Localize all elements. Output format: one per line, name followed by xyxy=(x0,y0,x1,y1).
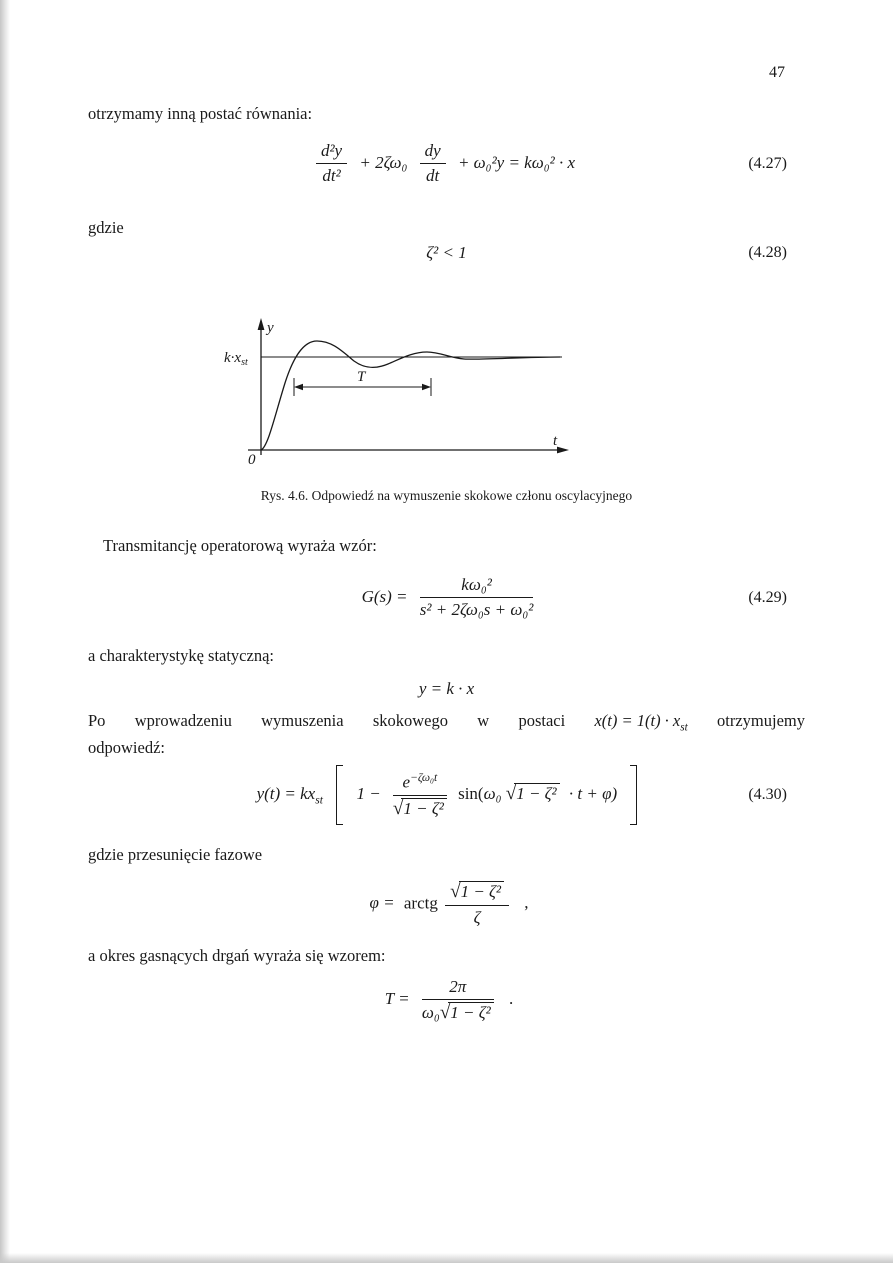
equation-period-body: T = $\frac{2\pi}{\text{ω₀√1 − ζ²}}$ . xyxy=(384,976,514,1023)
equation-4-30-body: $y(t) = kx_{st}$ 1 − $\frac{e^{-\zeta\omega_0t}}{\text{√1 − ζ²}}$ sin(ω₀ √1 − ζ² · t + φ) xyxy=(252,765,642,825)
page-number: 47 xyxy=(769,64,785,81)
sqrt-1-zeta2-inner: √1 − ζ² xyxy=(506,783,560,805)
eq430-lhs: $y(t) = kx_{st}$ xyxy=(256,784,323,807)
equation-static-body: y = k · x xyxy=(418,679,475,699)
paragraph-okres: a okres gasnących drgań wyraża się wzorem: xyxy=(88,945,386,965)
origin-label: 0 xyxy=(248,452,256,469)
step-response-plot xyxy=(222,317,574,469)
scan-shadow-bottom xyxy=(0,1253,893,1263)
left-bracket xyxy=(336,765,343,825)
equation-phase-shift-body: φ = arctg $\frac{\text{√1 − ζ²}}{\zeta}$ , xyxy=(369,880,529,927)
equation-4-28-body: ζ² < 1 xyxy=(426,243,467,263)
figure-rys-4-6 xyxy=(222,317,805,504)
period-arrowhead-right xyxy=(422,384,431,390)
equation-4-30 xyxy=(88,765,805,825)
equation-4-27 xyxy=(88,141,805,186)
sqrt-1-zeta2-phase: √1 − ζ² xyxy=(450,881,504,903)
fraction-d2y-dt2: $\frac{\text{d²y}}{\text{dt²}}$ xyxy=(316,141,347,186)
figure-caption: Rys. 4.6. Odpowiedź na wymuszenie skokowe członu oscylacyjnego xyxy=(260,488,633,504)
paragraph-gdzie: gdzie xyxy=(88,218,124,238)
paragraph-wymuszenie-line1: Po wprowadzeniu wymuszenia skokowego w postaci $x(t) = 1(t) \cdot x_{st}$ otrzymujemy xyxy=(88,709,805,736)
exp-over-sqrt-fraction xyxy=(393,771,447,820)
period-denominator: ω₀√1 − ζ² xyxy=(422,1000,494,1024)
paragraph-intro: otrzymamy inną postać równania: xyxy=(88,104,313,123)
paragraph-charakterystyka: a charakterystykę statyczną: xyxy=(88,646,274,666)
y-axis-label: y xyxy=(267,320,274,337)
paragraph-przesuniecie: gdzie przesunięcie fazowe xyxy=(88,845,263,865)
scan-shadow-left xyxy=(0,0,10,1263)
equation-static xyxy=(88,679,805,699)
transfer-function-fraction: $\frac{\text{kω₀²}}{\text{s² + 2ζω₀s + ω₀²}}$ xyxy=(419,575,534,620)
equation-4-27-body: $\frac{\text{d²y}}{\text{dt²}}$ + 2ζω₀ $\frac{dy}{dt}$ + ω₀²y = kω₀² · x xyxy=(313,141,580,186)
right-bracket xyxy=(630,765,637,825)
equation-4-29-body: G(s) = $\frac{\text{kω₀²}}{\text{s² + 2ζω₀s + ω₀²}}$ xyxy=(361,575,534,620)
equation-period xyxy=(88,977,805,1024)
equation-number-4-29: (4.29) xyxy=(748,588,787,606)
sqrt-denominator xyxy=(393,796,447,820)
exp-numerator: $e^{-\zeta\omega_0t}$ xyxy=(393,771,447,796)
equation-4-28 xyxy=(88,243,805,263)
period-arrowhead-left xyxy=(294,384,303,390)
y-axis-arrowhead xyxy=(258,318,265,330)
t-axis-arrowhead xyxy=(557,447,569,454)
equation-phase-shift xyxy=(88,881,805,928)
sqrt-1-zeta2-period: √1 − ζ² xyxy=(440,1002,494,1024)
period-label: T xyxy=(357,369,366,386)
phase-fraction: $\frac{\text{√1 − ζ²}}{\zeta}$ xyxy=(445,881,509,928)
period-fraction: $\frac{2\pi}{\text{ω₀√1 − ζ²}}$ xyxy=(422,977,494,1024)
paragraph-wymuszenie-line2: odpowiedź: xyxy=(88,738,165,758)
paragraph-transmitancja: Transmitancję operatorową wyraża wzór: xyxy=(103,536,377,556)
equation-number-4-28: (4.28) xyxy=(748,244,787,262)
t-axis-label: t xyxy=(553,433,558,450)
paragraph-wymuszenie xyxy=(88,709,805,759)
inline-math-step-input: $x(t) = 1(t) \cdot x_{st}$ xyxy=(594,711,688,734)
phase-numerator xyxy=(445,881,509,906)
steady-state-label: $k\cdot x_{st}$ xyxy=(224,350,248,369)
equation-4-29 xyxy=(88,575,805,620)
sqrt-1-zeta2: √1 − ζ² xyxy=(393,798,447,820)
equation-number-4-27: (4.27) xyxy=(748,154,787,172)
fraction-dy-dt: $\frac{dy}{dt}$ xyxy=(420,141,446,186)
equation-number-4-30: (4.30) xyxy=(748,786,787,804)
